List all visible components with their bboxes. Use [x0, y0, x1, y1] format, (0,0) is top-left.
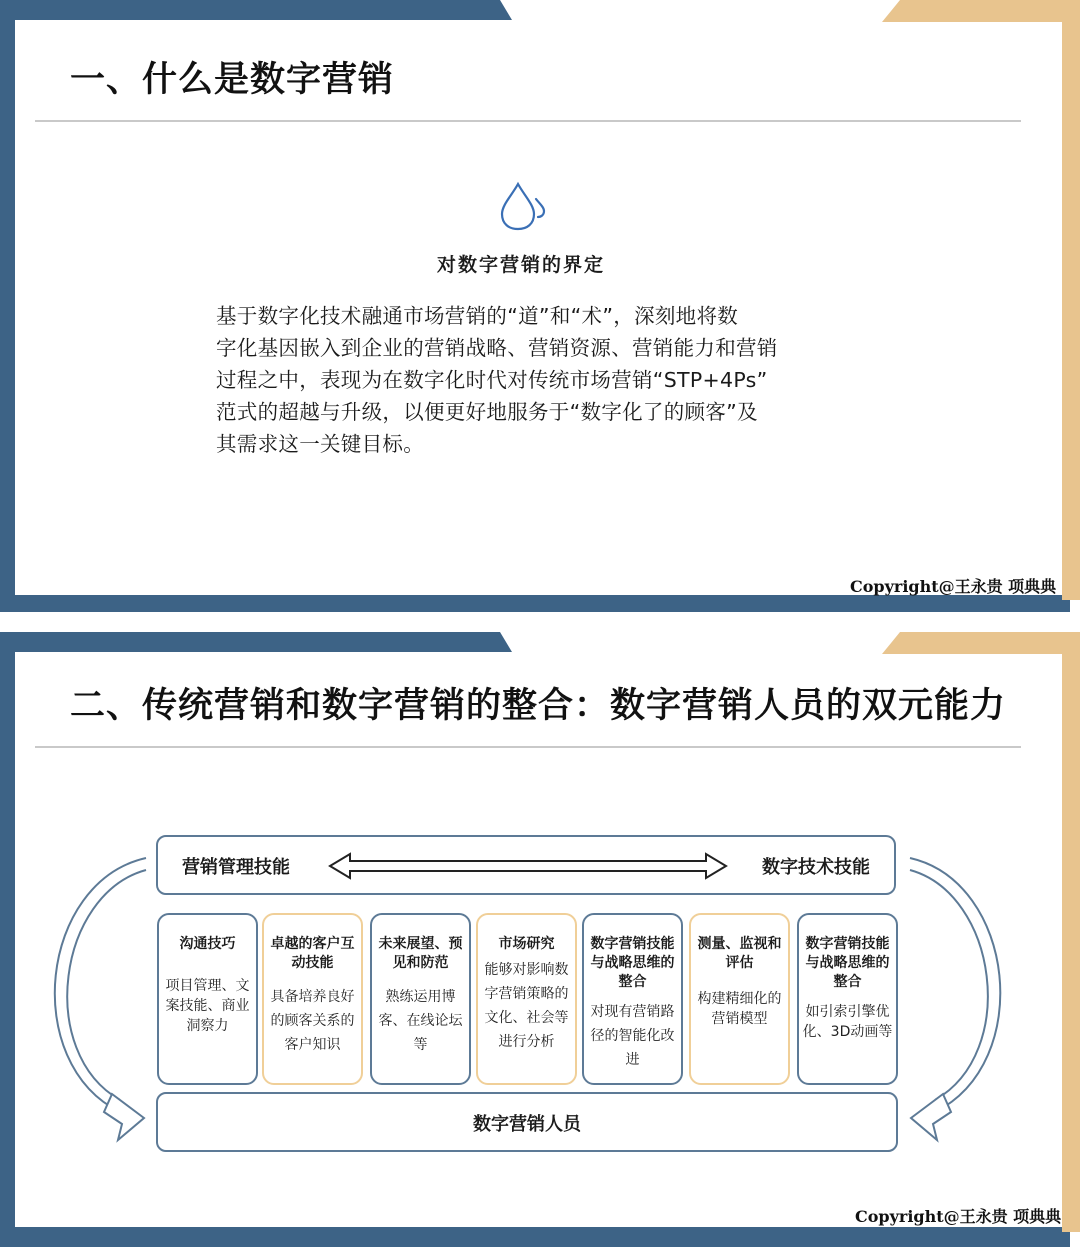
skill-desc: 能够对影响数字营销策略的文化、社会等进行分析: [484, 962, 569, 1050]
paragraph-line: 范式的超越与升级，以便更好地服务于“数字化了的顾客”及: [216, 400, 758, 424]
skill-desc: 具备培养良好的顾客关系的客户知识: [270, 989, 355, 1053]
skill-card: [262, 913, 363, 1085]
skill-card: [582, 913, 683, 1085]
skill-desc: 项目管理、文案技能、商业洞察力: [165, 978, 250, 1034]
skills-axis-bar: [156, 835, 896, 895]
skill-card: [157, 913, 258, 1085]
skill-card: [370, 913, 471, 1085]
marketing-management-label: 营销管理技能: [182, 857, 290, 878]
page-title: 一、什么是数字营销: [70, 60, 395, 100]
definition-heading: 对数字营销的界定: [436, 254, 605, 276]
double-arrow-icon: [328, 851, 728, 881]
water-drop-icon: [498, 181, 550, 233]
left-arrow-head: [104, 1094, 144, 1140]
skill-title: 数字营销技能与战略思维的整合: [590, 936, 675, 990]
definition-paragraph: [216, 300, 868, 460]
skill-desc: 如引索引擎优化、3D动画等: [802, 1004, 893, 1040]
right-arrow-head: [911, 1094, 951, 1140]
slide-definition: [0, 0, 1080, 612]
paragraph-line: 其需求这一关键目标。: [216, 432, 424, 456]
slide-integration: [0, 632, 1080, 1247]
skill-desc: 构建精细化的营销模型: [697, 991, 782, 1027]
digital-marketer-bar: [156, 1092, 898, 1152]
skill-title: 未来展望、预见和防范: [378, 936, 463, 971]
copyright-notice: Copyright@王永贵 项典典: [850, 577, 1057, 596]
paragraph-line: 过程之中，表现为在数字化时代对传统市场营销“STP+4Ps”: [216, 368, 768, 392]
skill-title: 市场研究: [498, 936, 555, 952]
paragraph-line: 基于数字化技术融通市场营销的“道”和“术”，深刻地将数: [216, 304, 739, 328]
skill-desc: 对现有营销路径的智能化改进: [590, 1004, 675, 1068]
page-title: 二、传统营销和数字营销的整合：数字营销人员的双元能力: [70, 686, 1007, 726]
skill-card: [797, 913, 898, 1085]
skill-title: 卓越的客户互动技能: [270, 936, 355, 971]
skill-card: [476, 913, 577, 1085]
skill-title: 数字营销技能与战略思维的整合: [805, 936, 890, 990]
copyright-notice: Copyright@王永贵 项典典: [855, 1207, 1062, 1226]
skill-desc: 熟练运用博客、在线论坛等: [378, 989, 463, 1053]
title-divider: [35, 120, 1021, 122]
digital-tech-label: 数字技术技能: [762, 857, 870, 878]
paragraph-line: 字化基因嵌入到企业的营销战略、营销资源、营销能力和营销: [216, 336, 778, 360]
skill-title: 测量、监视和评估: [697, 936, 782, 971]
skill-title: 沟通技巧: [179, 936, 236, 952]
skill-card: [689, 913, 790, 1085]
digital-marketer-label: 数字营销人员: [473, 1114, 581, 1135]
